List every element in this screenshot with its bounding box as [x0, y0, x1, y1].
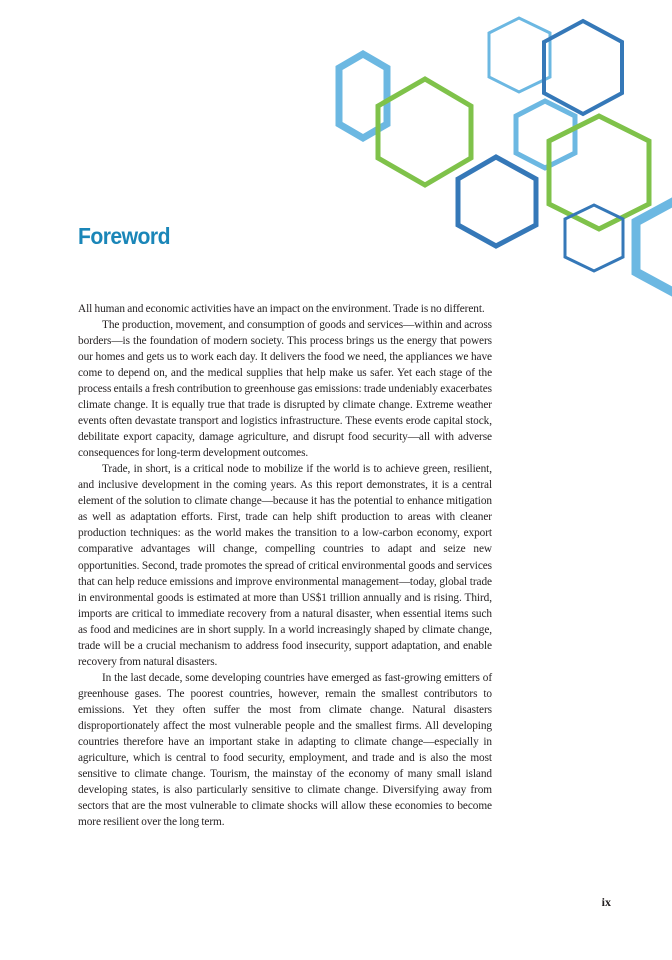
- hexagon-dark-blue-1: [544, 21, 622, 114]
- hexagon-light-blue-2: [489, 18, 550, 92]
- paragraph-4: In the last decade, some developing countries have emerged as fast-growing emitters of greenhouse gases. The poorest countries, however, remain the smallest contributors to emissions. Yet they often suffer the most from climate change. Natural disasters disproportionately affect the most vulnerable people and the smallest firms. All developing countries therefore have an important stake in adapting to climate change—especially in agriculture, which is central to food security, employment, and trade and is also the most sensitive to climate change. Tourism, the mainstay of the economy of many small island developing states, is also particularly sensitive to climate change. Diversifying away from sectors that are the most vulnerable to climate shocks will allow these economies to become more resilient over the long term.: [78, 671, 492, 828]
- foreword-body: [78, 301, 492, 830]
- paragraph-3: Trade, in short, is a critical node to mobilize if the world is to achieve green, resilient, and inclusive development in the coming years. As this report demonstrates, it is a central element of the solution to climate change—because it has the potential to enhance mitigation as well as adaptation efforts. First, trade can help shift production to areas with cleaner production techniques: as the world makes the transition to a low-carbon economy, export comparative advantages will change, compelling countries to adapt and seize new opportunities. Second, trade promotes the spread of critical environmental goods and services that can help reduce emissions and improve environmental management—today, global trade in environmental goods is estimated at more than US$1 trillion annually and is rising. Third, imports are critical to immediate recovery from a natural disaster, when essential items such as food and medicines are in short supply. In a world increasingly shaped by climate change, trade will be a crucial mechanism to address food insecurity, support adaptation, and enable recovery from natural disasters.: [78, 463, 492, 668]
- hexagon-green-2: [549, 116, 649, 229]
- hexagon-dark-blue-3: [565, 205, 623, 271]
- hexagon-light-blue-4: [636, 196, 672, 298]
- hexagon-green-1: [378, 79, 471, 185]
- paragraph-1: All human and economic activities have an impact on the environment. Trade is no different.: [78, 303, 485, 315]
- page-number: ix: [601, 895, 611, 909]
- paragraph-2: The production, movement, and consumption of goods and services—within and across borders—is the foundation of modern society. This process brings us the energy that powers our homes and gets us to work each day. It delivers the food we need, the appliances we have come to depend on, and the medical supplies that help make us safer. Yet each stage of the process entails a fresh contribution to greenhouse gas emissions: trade undeniably exacerbates climate change. It is equally true that trade is disrupted by climate change. Extreme weather events often devastate transport and logistics infrastructure. These events erode capital stock, debilitate export capacity, damage agriculture, and disrupt food security—all with adverse consequences for long-term development outcomes.: [78, 319, 492, 460]
- page-title: Foreword: [78, 223, 170, 249]
- hexagon-dark-blue-2: [458, 157, 536, 246]
